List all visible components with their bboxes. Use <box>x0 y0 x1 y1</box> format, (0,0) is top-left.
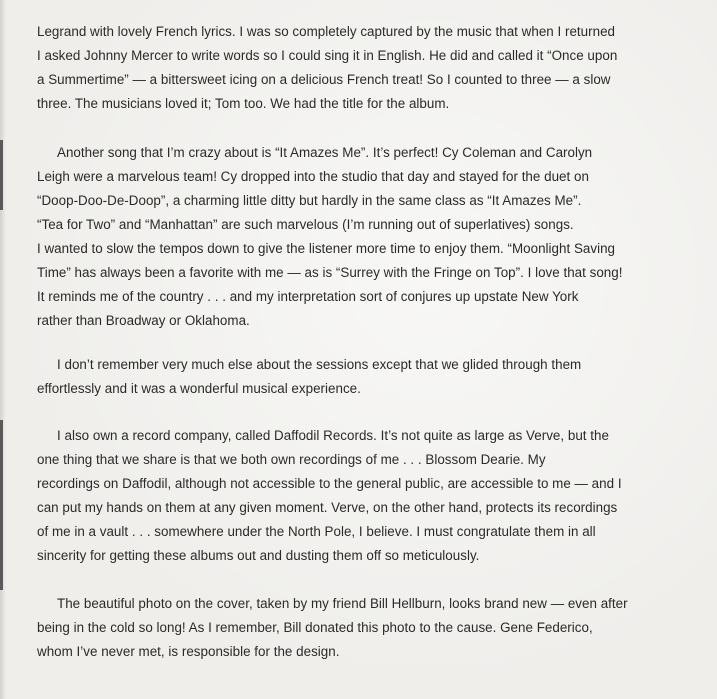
text-line: I also own a record company, called Daffodil Records. It’s not quite as large as Verve, but the <box>57 428 609 443</box>
text-line: Leigh were a marvelous team! Cy dropped into the studio that day and stayed for the duet on <box>37 169 589 184</box>
text-line: Time” has always been a favorite with me — as is “Surrey with the Fringe on Top”. I love that song! <box>37 265 623 280</box>
text-line: “Doop-Doo-De-Doop”, a charming little ditty but hardly in the same class as “It Amazes Me”. <box>37 193 582 208</box>
text-line: Legrand with lovely French lyrics. I was so completely captured by the music that when I returned <box>37 24 616 39</box>
text-line: rather than Broadway or Oklahoma. <box>37 313 250 328</box>
paragraph-sessions <box>37 353 697 401</box>
text-line: of me in a vault . . . somewhere under the North Pole, I believe. I must congratulate them in all <box>37 524 596 539</box>
text-line: recordings on Daffodil, although not accessible to the general public, are accessible to me — and I <box>37 476 622 491</box>
text-line: being in the cold so long! As I remember, Bill donated this photo to the cause. Gene Federico, <box>37 620 593 635</box>
text-line: sincerity for getting these albums out and dusting them off so meticulously. <box>37 548 480 563</box>
text-line: whom I’ve never met, is responsible for the design. <box>37 644 340 659</box>
paragraph-daffodil-records <box>37 424 697 568</box>
text-line: a Summertime” — a bittersweet icing on a delicious French treat! So I counted to three — a slow <box>37 72 611 87</box>
text-line: three. The musicians loved it; Tom too. We had the title for the album. <box>37 96 450 111</box>
liner-notes-text <box>37 20 697 664</box>
text-line: The beautiful photo on the cover, taken by my friend Bill Hellburn, looks brand new — even after <box>57 596 628 611</box>
text-line: It reminds me of the country . . . and my interpretation sort of conjures up upstate New York <box>37 289 579 304</box>
text-line: I wanted to slow the tempos down to give the listener more time to enjoy them. “Moonlight Saving <box>37 241 616 256</box>
paragraph-legrand-lyrics <box>37 20 697 116</box>
text-line: one thing that we share is that we both own recordings of me . . . Blossom Dearie. My <box>37 452 546 467</box>
text-line: I asked Johnny Mercer to write words so I could sing it in English. He did and called it “Once upon <box>37 48 618 63</box>
text-line: can put my hands on them at any given moment. Verve, on the other hand, protects its recordings <box>37 500 618 515</box>
text-line: Another song that I’m crazy about is “It Amazes Me”. It’s perfect! Cy Coleman and Carolyn <box>57 145 593 160</box>
paragraph-it-amazes-me <box>37 141 697 333</box>
spine-edge-mark <box>0 140 3 210</box>
paragraph-cover-photo <box>37 592 697 664</box>
spine-edge-mark <box>0 420 3 590</box>
text-line: I don’t remember very much else about the sessions except that we glided through them <box>57 357 582 372</box>
text-line: “Tea for Two” and “Manhattan” are such marvelous (I’m running out of superlatives) songs. <box>37 217 574 232</box>
page-spine-shadow <box>0 0 6 699</box>
text-line: effortlessly and it was a wonderful musical experience. <box>37 381 361 396</box>
